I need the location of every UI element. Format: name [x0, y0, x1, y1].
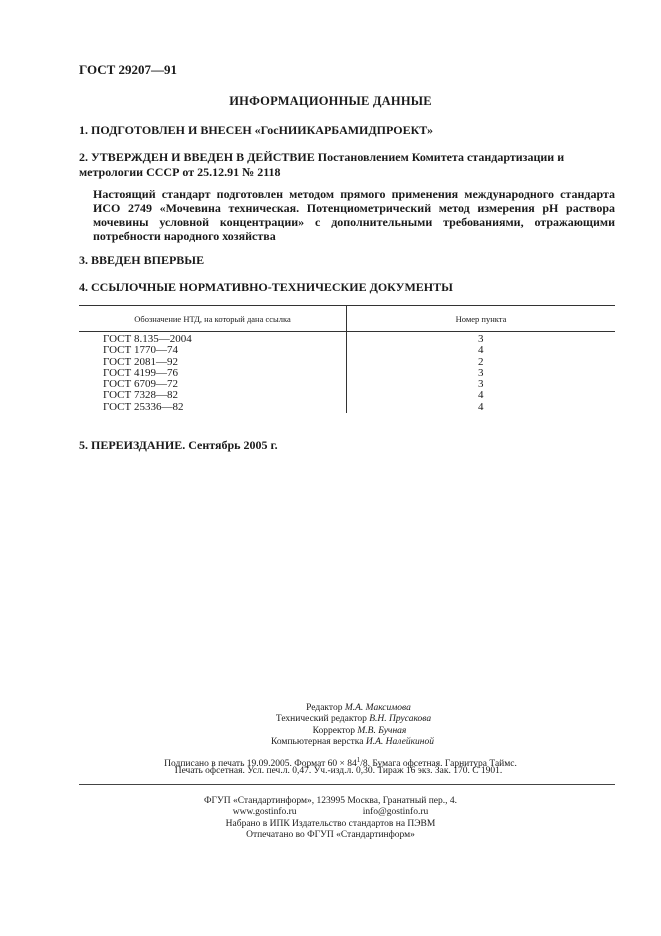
ref-document: ГОСТ 25336—82 [103, 400, 184, 413]
table-header-document: Обозначение НТД, на который дана ссылка [134, 314, 291, 324]
info-item-3 [79, 253, 615, 268]
publisher-contacts [0, 807, 661, 818]
ref-clause: 3 [478, 333, 484, 345]
imprint-divider [79, 784, 615, 785]
item-text: УТВЕРЖДЕН И ВВЕДЕН В ДЕЙСТВИЕ Постановлением Комитета стандартизации и метрологии СССР от 25.12.91 № 2118 [79, 150, 565, 179]
item-text: ВВЕДЕН ВПЕРВЫЕ [91, 253, 205, 267]
ref-clause: 2 [478, 355, 484, 368]
item-text: ССЫЛОЧНЫЕ НОРМАТИВНО-ТЕХНИЧЕСКИЕ ДОКУМЕНТЫ [91, 280, 453, 294]
credit-role: Редактор [306, 703, 343, 713]
ref-document: ГОСТ 8.135—2004 [103, 333, 192, 345]
ref-document: ГОСТ 1770—74 [103, 344, 178, 357]
print-details-line-2: Печать офсетная. Усл. печ.л. 0,47. Уч.-изд.л. 0,30. Тираж 16 экз. Зак. 170. С 1901. [174, 766, 503, 776]
credit-name: И.А. Налейкиной [365, 736, 434, 747]
credit-proofreader [0, 726, 661, 737]
format-fraction-superscript: 1 [356, 756, 361, 764]
typeset-info: Набрано в ИПК Издательство стандартов на ПЭВМ [225, 818, 436, 829]
credit-name: В.Н. Прусакова [369, 714, 432, 725]
ref-clause: 3 [478, 366, 484, 379]
ref-document: ГОСТ 2081—92 [103, 355, 178, 368]
credit-layout [0, 737, 661, 748]
credit-name: М.В. Бучная [357, 725, 407, 736]
ref-document: ГОСТ 7328—82 [103, 389, 178, 402]
credit-role: Компьютерная верстка [271, 736, 364, 747]
item-number: 5. [79, 438, 88, 452]
ref-clause: 4 [478, 344, 484, 357]
table-header-clause: Номер пункта [455, 314, 507, 324]
ref-clause: 4 [478, 389, 484, 402]
table-row [79, 345, 615, 356]
ref-document: ГОСТ 6709—72 [103, 378, 178, 391]
ref-clause: 4 [478, 400, 484, 413]
publisher-block [0, 796, 661, 841]
credit-name: М.А. Максимова [344, 703, 411, 713]
info-item-4 [79, 280, 615, 295]
publisher-address: ФГУП «Стандартинформ», 123995 Москва, Гранатный пер., 4. [203, 796, 458, 806]
credit-role: Корректор [312, 725, 355, 736]
section-title: ИНФОРМАЦИОННЫЕ ДАННЫЕ [229, 94, 432, 108]
item-number: 3. [79, 253, 88, 267]
credit-tech-editor [0, 714, 661, 725]
ref-document: ГОСТ 4199—76 [103, 366, 178, 379]
editorial-credits [0, 703, 661, 748]
printed-info: Отпечатано во ФГУП «Стандартинформ» [246, 829, 415, 840]
item-number: 4. [79, 280, 88, 294]
table-header-rule [79, 331, 615, 332]
publisher-website: www.gostinfo.ru [232, 807, 297, 818]
item-text: ПОДГОТОВЛЕН И ВНЕСЕН «ГосНИИКАРБАМИДПРОЕКТ» [91, 123, 433, 137]
table-body [79, 334, 615, 413]
table-top-rule [79, 305, 615, 306]
info-item-1 [79, 123, 615, 138]
item-number: 2. [79, 150, 88, 164]
info-item-5 [79, 438, 615, 453]
info-item-2 [79, 150, 615, 180]
standard-note: Настоящий стандарт подготовлен методом прямого применения международного стандарта ИСО 2749 «Мочевина техническая. Потенциометрический метод измерения pH раствора мочевины условной концентрации» с дополнительными требованиями, отражающими потребности народного хозяйства [93, 187, 615, 243]
item-number: 1. [79, 123, 88, 137]
document-code: ГОСТ 29207—91 [79, 62, 178, 77]
credit-role: Технический редактор [275, 714, 367, 725]
credit-editor [0, 703, 661, 714]
print-details-line-1: Подписано в печать 19.09.2005. Формат $60 \times 84^1/8$. Бумага офсетная. Гарнитура Таймс. [164, 756, 517, 770]
ref-clause: 3 [478, 378, 484, 391]
table-row [79, 402, 615, 413]
item-text: ПЕРЕИЗДАНИЕ. Сентябрь 2005 г. [91, 438, 278, 452]
publisher-email: info@gostinfo.ru [362, 807, 429, 818]
